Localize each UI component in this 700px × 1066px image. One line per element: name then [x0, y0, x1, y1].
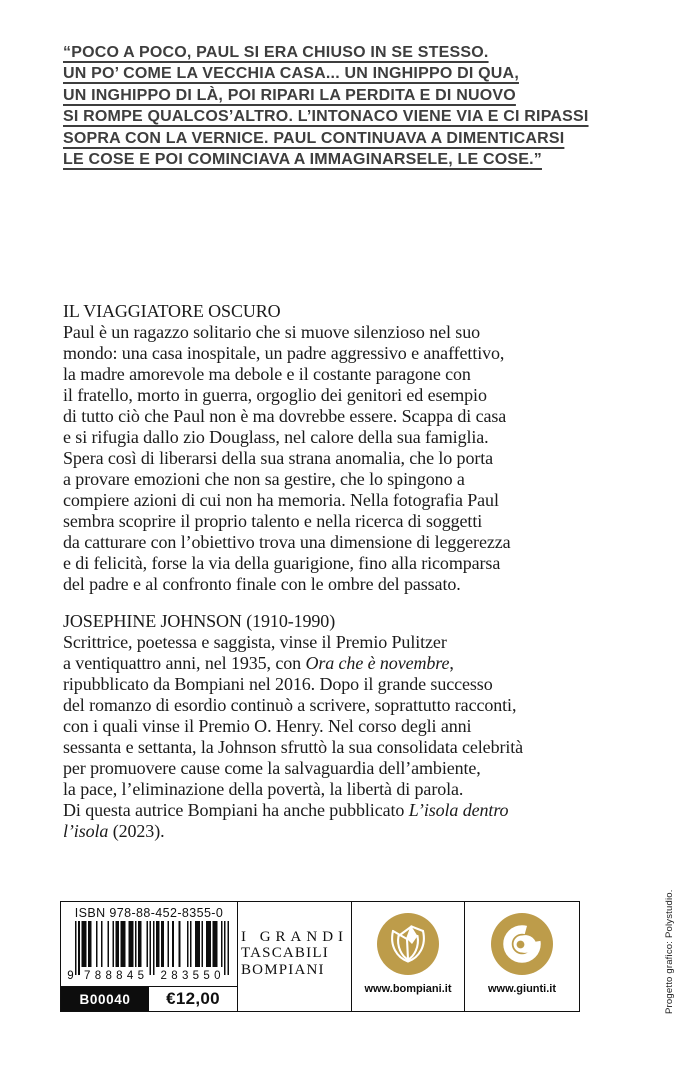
price-row — [61, 986, 237, 1011]
imprint-name: I GRANDI TASCABILI BOMPIANI — [240, 928, 349, 978]
edition-code: B00040 — [61, 987, 149, 1011]
giunti-cell — [464, 902, 579, 1011]
bompiani-url: www.bompiani.it — [364, 983, 452, 995]
cover-quote: “POCO A POCO, PAUL SI ERA CHIUSO IN SE STESSO. UN PO’ COME LA VECCHIA CASA... UN INGHIPPO DI QUA, UN INGHIPPO DI LÀ, POI RIPARI LA PERDITA E DI NUOVO SI ROMPE QUALCOS’ALTRO. L’INTONACO VIENE VIA E CI RIPASSI SOPRA CON LA VERNICE. PAUL CONTINUAVA A DIMENTICARSI LE COSE E POI COMINCIAVA A IMMAGINARSELE, LE COSE.” — [63, 44, 589, 169]
barcode-cell — [61, 902, 237, 1011]
isbn-label: ISBN 978-88-452-8355-0 — [74, 906, 224, 920]
bompiani-cell — [351, 902, 464, 1011]
imprint-cell — [237, 902, 351, 1011]
price: €12,00 — [166, 989, 220, 1008]
design-credit: Progetto grafico: Polystudio. — [664, 889, 675, 1014]
author-bio-text: Scrittrice, poetessa e saggista, vinse il Premio Pulitzer a ventiquattro anni, nel 1935, con Ora che è novembre, ripubblicato da Bompiani nel 2016. Dopo il grande successo del romanzo di esordio continuò a scrivere, soprattutto racconti, con i quali vinse il Premio O. Henry. Nel corso degli anni sessanta e settanta, la Johnson sfruttò la sua consolidata celebrità per promuovere cause come la salvaguardia dell’ambiente, la pace, l’eliminazione della povertà, la libertà di parola. Di questa autrice Bompiani ha anche pubblicato L’isola dentro l’isola (2023). — [63, 632, 524, 841]
author-section — [63, 611, 643, 842]
synopsis-section — [63, 301, 643, 595]
giunti-url: www.giunti.it — [487, 983, 557, 995]
footer-info-box — [60, 901, 580, 1012]
ean13-barcode — [67, 921, 231, 981]
barcode-digits-left: 788845 — [84, 970, 144, 981]
giunti-logo-icon — [491, 913, 553, 975]
bompiani-logo-icon — [377, 913, 439, 975]
author-name-years: JOSEPHINE JOHNSON (1910-1990) — [63, 611, 336, 631]
barcode-digit-first: 9 — [67, 970, 74, 981]
synopsis-text: Paul è un ragazzo solitario che si muove silenzioso nel suo mondo: una casa inospitale, un padre aggressivo e anaffettivo, la madre amorevole ma debole e il costante paragone con il fratello, morto in guerra, orgoglio dei genitori ed esempio di tutto ciò che Paul non è ma dovrebbe essere. Scappa di casa e si rifugia dallo zio Douglass, nel calore della sua famiglia. Spera così di liberarsi della sua strana anomalia, che lo porta a provare emozioni che non sa gestire, che lo spingono a compiere azioni di cui non ha memoria. Nella fotografia Paul sembra scoprire il proprio talento e nella ricerca di soggetti da catturare con l’obiettivo trova una dimensione di leggerezza e di felicità, forse la via della guarigione, fino alla ricomparsa del padre e al confronto finale con le ombre del passato. — [63, 322, 511, 594]
book-title: IL VIAGGIATORE OSCURO — [63, 301, 281, 321]
barcode-digits-right: 283550 — [160, 970, 221, 981]
